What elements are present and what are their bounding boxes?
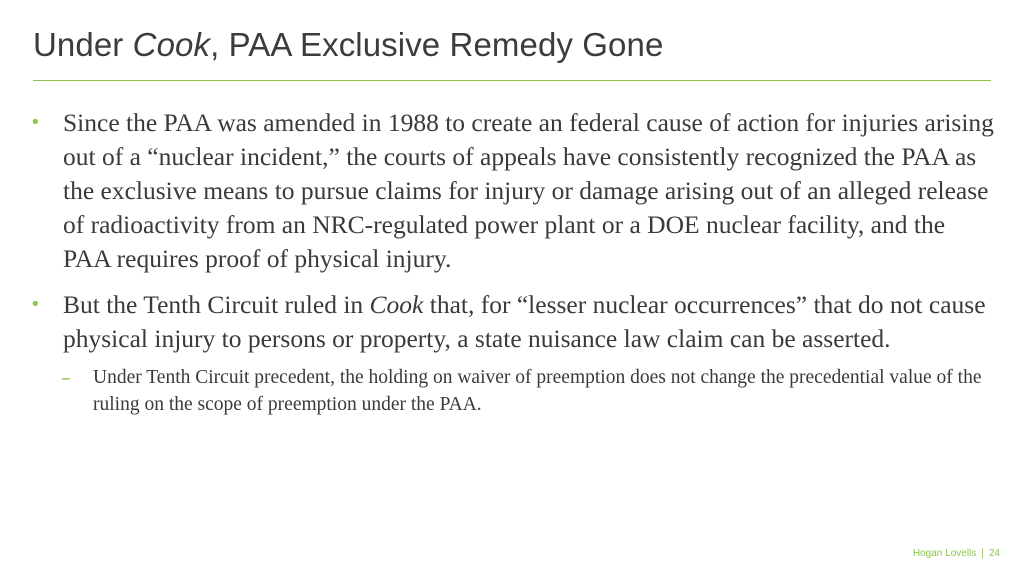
footer-brand: Hogan Lovells	[912, 548, 977, 559]
bullet-text-after: that, for “lesser nuclear occurrences” that do not cause physical injury to persons or property, a state nuisance law claim can be asserted.	[63, 290, 986, 353]
title-italic-case-name: Cook	[132, 26, 211, 63]
slide-footer	[913, 548, 1000, 559]
slide-title	[33, 26, 663, 64]
bullet-text: Since the PAA was amended in 1988 to create an federal cause of action for injuries arising out of a “nuclear incident,” the courts of appeals have consistently recognized the PAA as the exclusive means to pursue claims for injury or damage arising out of an alleged release of radioactivity from an NRC-regulated power plant or a DOE nuclear facility, and the PAA requires proof of physical injury.	[63, 108, 994, 273]
bullet-text-before: But the Tenth Circuit ruled in	[63, 290, 370, 319]
sub-bullet-marker: –	[61, 366, 71, 389]
page-number: 24	[988, 548, 1000, 559]
bullet-marker: •	[30, 294, 41, 315]
title-divider	[33, 80, 991, 81]
bullet-marker: •	[30, 112, 41, 133]
bullet-item	[30, 106, 995, 276]
title-prefix: Under	[33, 26, 133, 63]
bullet-item	[30, 288, 995, 356]
title-suffix: , PAA Exclusive Remedy Gone	[210, 26, 664, 63]
sub-bullet-text: Under Tenth Circuit precedent, the holding on waiver of preemption does not change the precedential value of the ruling on the scope of preemption under the PAA.	[93, 367, 982, 415]
bullet-italic-case-name: Cook	[369, 290, 424, 319]
sub-bullet-item	[30, 364, 995, 418]
footer-separator: |	[981, 548, 984, 559]
slide-body	[30, 106, 995, 418]
